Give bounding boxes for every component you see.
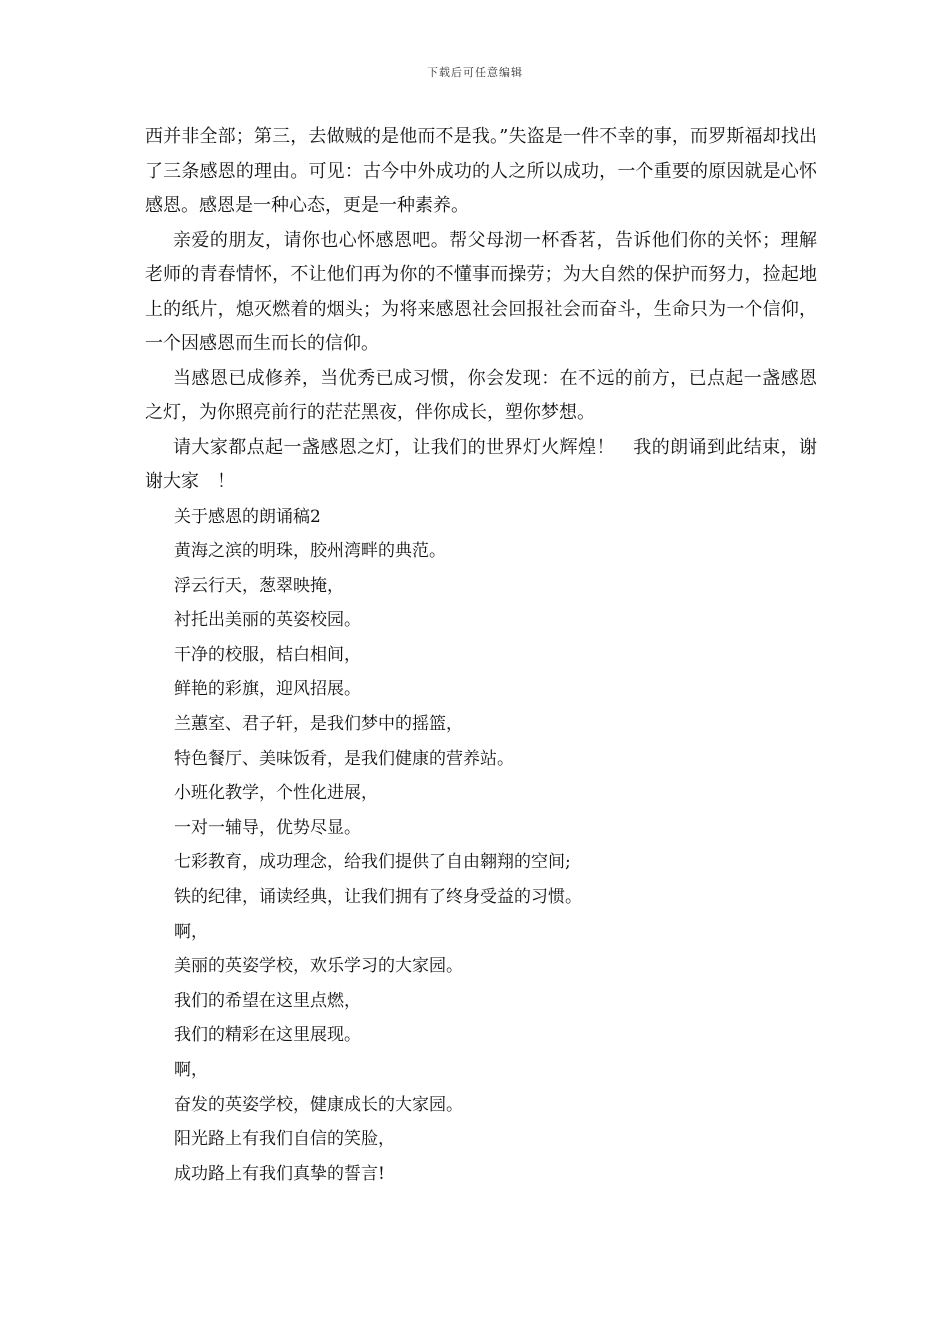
poem-line: 浮云行天，葱翠映掩， <box>174 575 344 596</box>
poem-line: 啊， <box>174 921 208 942</box>
poem-line: 一对一辅导，优势尽显。 <box>174 817 361 838</box>
poem-line: 成功路上有我们真挚的誓言! <box>174 1163 385 1184</box>
document-body <box>145 120 817 1191</box>
poem-line: 黄海之滨的明珠，胶州湾畔的典范。 <box>174 541 446 562</box>
poem-line: 美丽的英姿学校，欢乐学习的大家园。 <box>174 956 463 977</box>
poem-line: 我们的精彩在这里展现。 <box>174 1025 361 1046</box>
poem-line: 衬托出美丽的英姿校园。 <box>174 610 361 631</box>
poem-line: 干净的校服，桔白相间， <box>174 644 361 665</box>
page-header: 下载后可任意编辑 <box>427 66 523 79</box>
poem-line: 特色餐厅、美味饭肴，是我们健康的营养站。 <box>174 748 514 769</box>
poem-line: 鲜艳的彩旗，迎风招展。 <box>174 679 361 700</box>
poem-line: 啊， <box>174 1060 208 1080</box>
poem-line: 铁的纪律，诵读经典，让我们拥有了终身受益的习惯。 <box>174 887 582 908</box>
paragraph-closing: 请大家都点起一盏感恩之灯，让我们的世界灯火辉煌！ 我的朗诵到此结束，谢谢大家 ！ <box>145 436 817 492</box>
paragraph-gratitude-appeal: 亲爱的朋友，请你也心怀感恩吧。帮父母沏一杯香茗，告诉他们你的关怀；理解老师的青春情怀，不让他们再为你的不懂事而操劳；为大自然的保护而努力，捡起地上的纸片，熄灭燃着的烟头；为将来感恩社会回报社会而奋斗，生命只为一个信仰，一个因感恩而生而长的信仰。 <box>145 229 817 354</box>
poem-line: 阳光路上有我们自信的笑脸， <box>174 1129 395 1150</box>
poem-line: 七彩教育，成功理念，给我们提供了自由翱翔的空间; <box>174 852 571 873</box>
paragraph-gratitude-lamp: 当感恩已成修养，当优秀已成习惯，你会发现：在不远的前方，已点起一盏感恩之灯，为你照亮前行的茫茫黑夜，伴你成长，塑你梦想。 <box>145 367 817 423</box>
poem-line: 奋发的英姿学校，健康成长的大家园。 <box>174 1094 463 1115</box>
poem-title: 关于感恩的朗诵稿2 <box>174 506 321 527</box>
paragraph-continuation: 西并非全部；第三，去做贼的是他而不是我。”失盗是一件不幸的事，而罗斯福却找出了三条感恩的理由。可见：古今中外成功的人之所以成功，一个重要的原因就是心怀感恩。感恩是一种心态，更是一种素养。 <box>145 126 817 216</box>
poem-line: 小班化教学，个性化进展， <box>174 783 378 804</box>
poem-line: 我们的希望在这里点燃， <box>174 990 361 1011</box>
poem-line: 兰蕙室、君子轩，是我们梦中的摇篮， <box>174 714 463 735</box>
